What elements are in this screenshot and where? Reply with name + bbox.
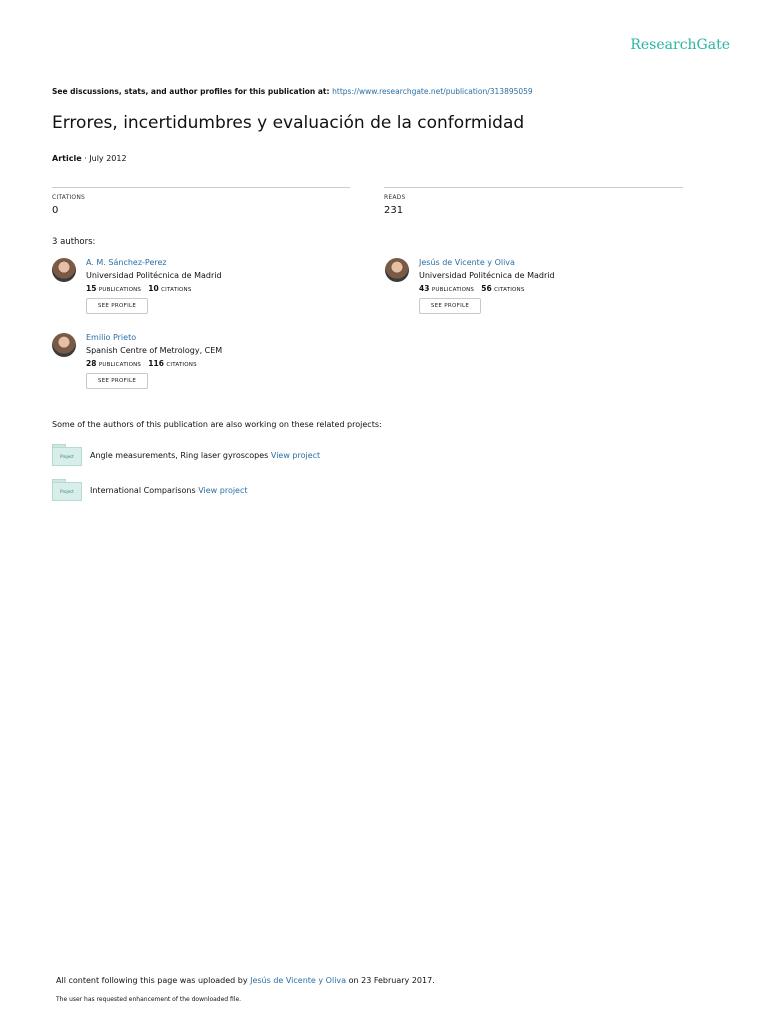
see-profile-button[interactable]: SEE PROFILE xyxy=(86,373,148,389)
author-name[interactable]: A. M. Sánchez-Perez xyxy=(86,258,167,267)
publication-title: Errores, incertidumbres y evaluación de la conformidad xyxy=(52,113,525,133)
citations-count: 56 xyxy=(481,284,492,293)
project-name: International Comparisons xyxy=(90,486,196,495)
enhancement-note: The user has requested enhancement of the downloaded file. xyxy=(56,996,242,1003)
project-text xyxy=(90,451,320,460)
related-projects-heading: Some of the authors of this publication are also working on these related projects: xyxy=(52,420,382,429)
publication-meta xyxy=(52,154,127,163)
citations-count: 116 xyxy=(148,359,164,368)
publications-label: PUBLICATIONS xyxy=(431,287,475,293)
upload-notice xyxy=(56,976,435,985)
publications-label: PUBLICATIONS xyxy=(98,362,142,368)
publications-count: 15 xyxy=(86,284,97,293)
reads-label: READS xyxy=(384,194,406,201)
avatar[interactable] xyxy=(385,258,409,282)
project-item xyxy=(52,444,452,466)
folder-icon xyxy=(52,444,82,466)
project-text xyxy=(90,486,248,495)
publication-type: Article xyxy=(52,154,82,163)
publication-link[interactable]: https://www.researchgate.net/publication/313895059 xyxy=(332,87,533,96)
project-icon-label: Project xyxy=(52,447,82,466)
author-affiliation: Universidad Politécnica de Madrid xyxy=(419,271,555,280)
author-stats xyxy=(86,284,192,293)
citations-count: 10 xyxy=(148,284,159,293)
citations-label: CITATIONS xyxy=(166,362,197,368)
project-item xyxy=(52,479,452,501)
publications-count: 28 xyxy=(86,359,97,368)
uploader-link[interactable]: Jesús de Vicente y Oliva xyxy=(250,976,347,985)
author-card xyxy=(385,258,675,328)
view-project-link[interactable]: View project xyxy=(198,486,248,495)
reads-value: 231 xyxy=(384,205,404,216)
see-profile-button[interactable]: SEE PROFILE xyxy=(86,298,148,314)
author-stats xyxy=(86,359,197,368)
researchgate-logo[interactable]: ResearchGate xyxy=(630,37,730,53)
publications-count: 43 xyxy=(419,284,430,293)
view-project-link[interactable]: View project xyxy=(270,451,321,460)
author-card xyxy=(52,333,342,403)
discussion-text: See discussions, stats, and author profiles for this publication at: xyxy=(52,87,330,96)
author-affiliation: Universidad Politécnica de Madrid xyxy=(86,271,222,280)
author-name[interactable]: Emilio Prieto xyxy=(86,333,137,342)
project-name: Angle measurements, Ring laser gyroscopes xyxy=(90,451,269,460)
discussion-notice xyxy=(52,87,533,96)
see-profile-button[interactable]: SEE PROFILE xyxy=(419,298,481,314)
reads-divider xyxy=(384,187,683,188)
folder-icon xyxy=(52,479,82,501)
citations-value: 0 xyxy=(52,205,59,216)
citations-label: CITATIONS xyxy=(494,287,525,293)
author-stats xyxy=(419,284,525,293)
author-name[interactable]: Jesús de Vicente y Oliva xyxy=(419,258,515,267)
authors-heading: 3 authors: xyxy=(52,237,96,247)
publication-date: · July 2012 xyxy=(84,154,127,163)
upload-suffix: on 23 February 2017. xyxy=(348,976,435,985)
publications-label: PUBLICATIONS xyxy=(98,287,142,293)
citations-divider xyxy=(52,187,350,188)
author-card xyxy=(52,258,342,328)
project-icon-label: Project xyxy=(52,482,82,501)
upload-prefix: All content following this page was uploaded by xyxy=(56,976,248,985)
avatar[interactable] xyxy=(52,258,76,282)
avatar[interactable] xyxy=(52,333,76,357)
citations-label: CITATIONS xyxy=(161,287,192,293)
citations-label: CITATIONS xyxy=(52,194,86,201)
author-affiliation: Spanish Centre of Metrology, CEM xyxy=(86,346,223,355)
